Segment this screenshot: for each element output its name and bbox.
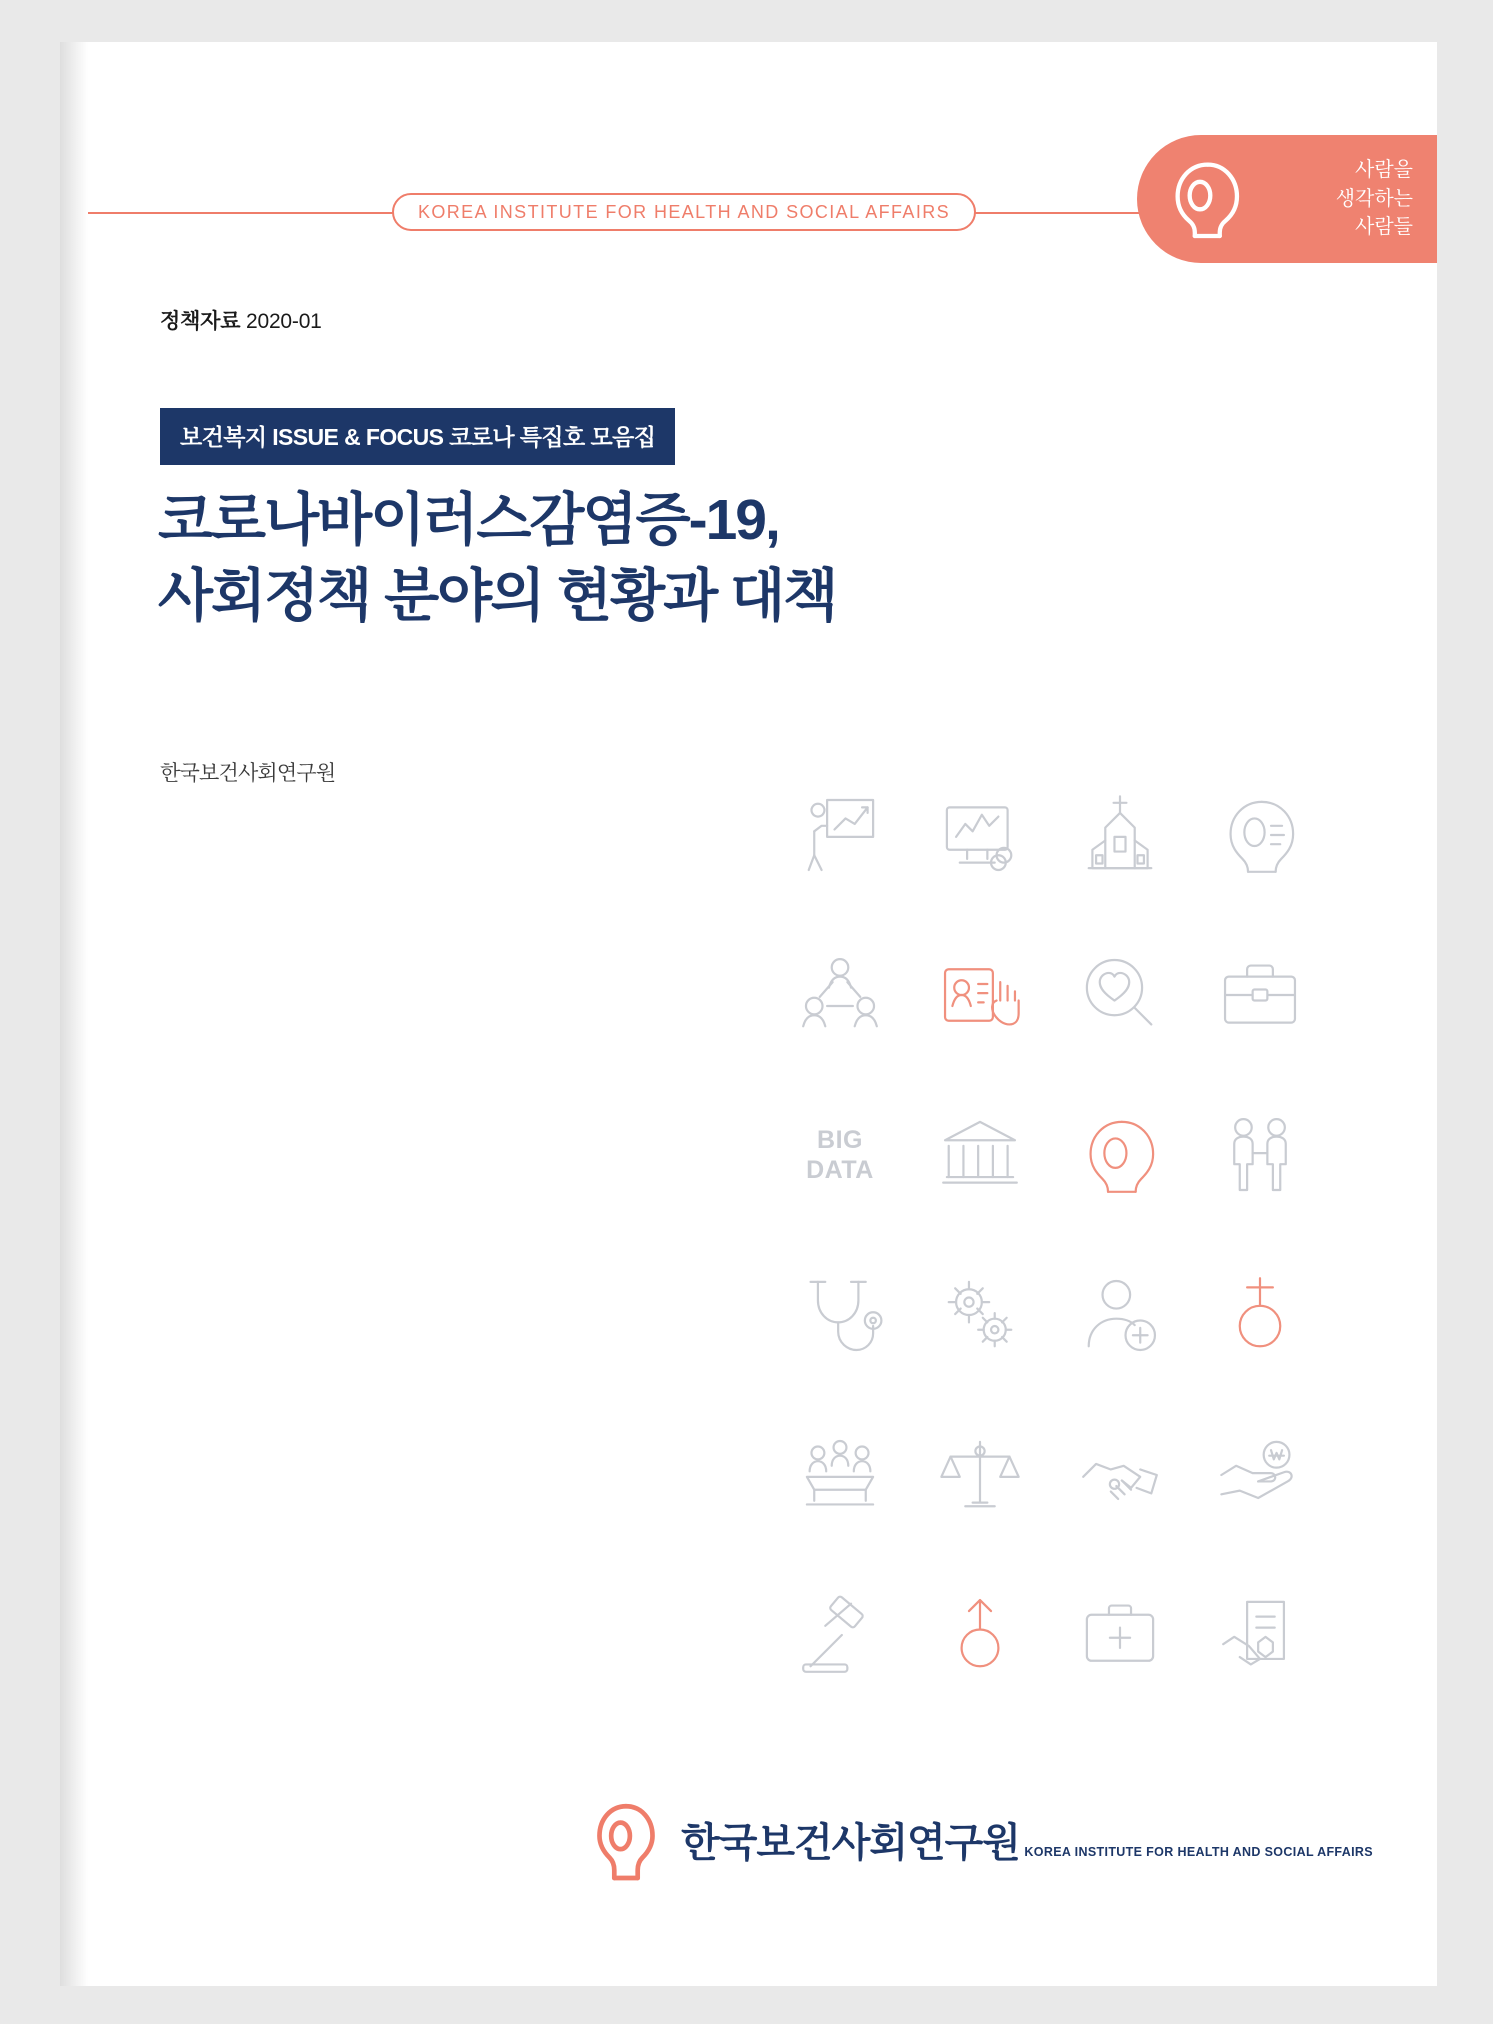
scan-margin-left xyxy=(0,0,60,2024)
people-network-icon xyxy=(792,947,888,1043)
scan-margin-right xyxy=(1437,0,1493,2024)
footer-logo-text xyxy=(681,1821,1373,1865)
id-card-hand-icon xyxy=(932,947,1028,1043)
document-number xyxy=(160,305,322,335)
add-person-icon xyxy=(1072,1267,1168,1363)
face-outline-icon xyxy=(1163,156,1249,242)
scan-margin-top xyxy=(0,0,1493,42)
institute-name-en: KOREA INSTITUTE FOR HEALTH AND SOCIAL AFFAIRS xyxy=(417,201,951,222)
big-data-label: BIG DATA xyxy=(806,1125,874,1184)
footer-logo-ko: 한국보건사회연구원 xyxy=(681,1821,1020,1865)
first-aid-kit-icon xyxy=(1072,1587,1168,1683)
page-title-line2: 사회정책 분야의 현황과 대책 xyxy=(158,563,837,628)
hand-document-icon xyxy=(1212,1587,1308,1683)
briefcase-icon xyxy=(1212,947,1308,1043)
bank-building-icon xyxy=(932,1107,1028,1203)
monitor-finance-icon xyxy=(932,787,1028,883)
face-outline-icon xyxy=(1072,1107,1168,1203)
big-data-text-icon xyxy=(792,1107,888,1203)
brand-tagline-line3: 사람들 xyxy=(1355,216,1413,239)
gears-icon xyxy=(932,1267,1028,1363)
brand-tagline xyxy=(1263,156,1413,241)
institute-name-pill xyxy=(392,193,976,231)
document-number-value: 2020-01 xyxy=(245,310,322,333)
elderly-couple-icon xyxy=(1212,1107,1308,1203)
brand-tagline-line2: 생각하는 xyxy=(1335,187,1413,210)
brand-tab xyxy=(1137,135,1437,263)
page-title xyxy=(158,483,1258,635)
series-badge: 보건복지 ISSUE & FOCUS 코로나 특집호 모음집 xyxy=(160,408,675,465)
head-profile-icon xyxy=(1212,787,1308,883)
brand-tagline-line1: 사람을 xyxy=(1355,159,1413,182)
face-outline-icon xyxy=(587,1800,665,1886)
presentation-chart-icon xyxy=(792,787,888,883)
gavel-icon xyxy=(792,1587,888,1683)
stethoscope-icon xyxy=(792,1267,888,1363)
arrow-up-growth-icon xyxy=(932,1587,1028,1683)
handshake-icon xyxy=(1072,1427,1168,1523)
heart-magnifier-icon xyxy=(1072,947,1168,1043)
document-number-label: 정책자료 xyxy=(160,310,241,333)
church-icon xyxy=(1072,787,1168,883)
hand-won-coin-icon xyxy=(1212,1427,1308,1523)
cover-icon-grid xyxy=(770,755,1330,1715)
meeting-table-icon xyxy=(792,1427,888,1523)
publisher-name: 한국보건사회연구원 xyxy=(160,762,336,785)
scan-margin-bottom xyxy=(0,1986,1493,2024)
scales-balance-icon xyxy=(932,1427,1028,1523)
gender-symbol-icon xyxy=(1212,1267,1308,1363)
footer-logo-en: KOREA INSTITUTE FOR HEALTH AND SOCIAL AFFAIRS xyxy=(1024,1845,1373,1859)
footer-logo xyxy=(587,1800,1373,1886)
page-title-line1: 코로나바이러스감염증-19, xyxy=(158,488,779,552)
